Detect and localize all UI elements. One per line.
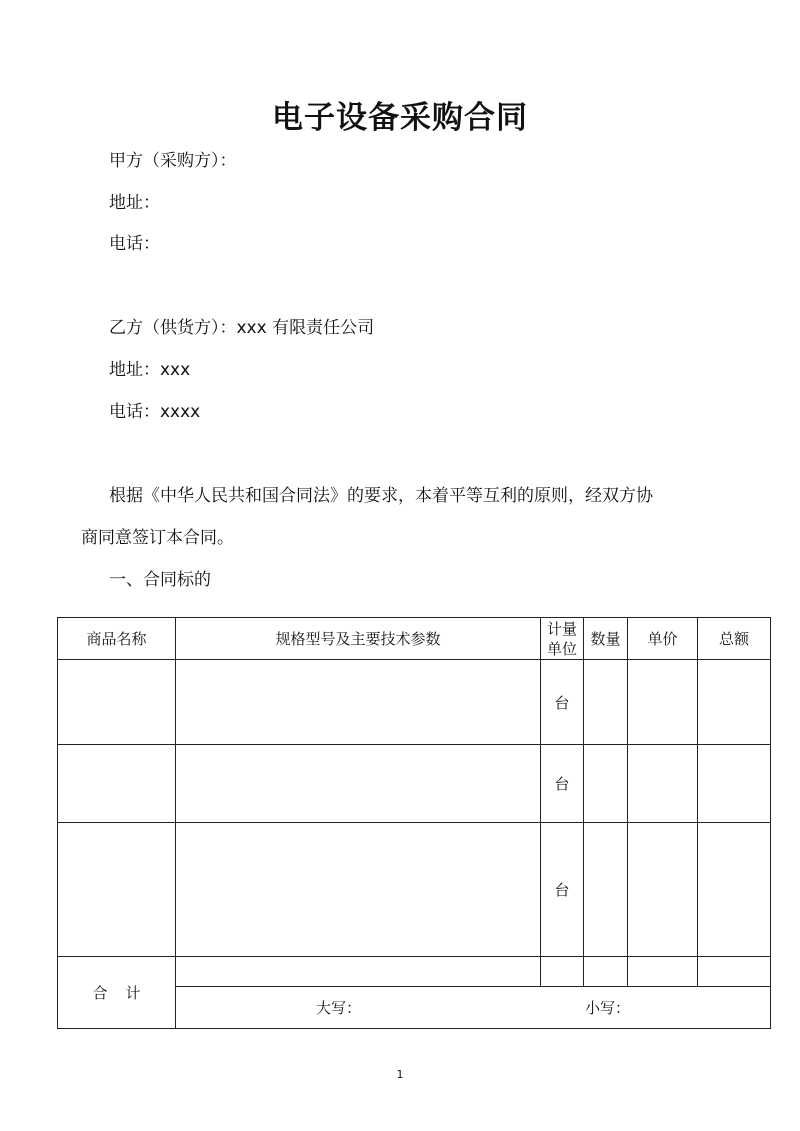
table-row: [58, 823, 771, 957]
cell-unit-price: [628, 823, 698, 957]
cell-product-name: [58, 745, 176, 823]
cell-unit: 台: [541, 660, 584, 745]
total-price-cell: [628, 957, 698, 987]
cell-spec: [176, 823, 541, 957]
cell-unit: 台: [541, 745, 584, 823]
cell-spec: [176, 745, 541, 823]
document-title: 电子设备采购合同: [272, 100, 528, 136]
cell-unit-price: [628, 660, 698, 745]
header-spec: 规格型号及主要技术参数: [176, 618, 541, 660]
party-b-label: 乙方（供货方）：xxx 有限责任公司: [109, 318, 375, 338]
table-row: [58, 660, 771, 745]
header-total-amount: 总额: [698, 618, 771, 660]
cell-spec: [176, 660, 541, 745]
header-product-name: 商品名称: [58, 618, 176, 660]
cell-unit: 台: [541, 823, 584, 957]
section-heading-contract-subject: 一、合同标的: [109, 570, 211, 590]
intro-paragraph-line-1: 根据《中华人民共和国合同法》的要求，本着平等互利的原则，经双方协: [109, 486, 653, 506]
total-amount-cell: [698, 957, 771, 987]
total-label-cell: [58, 957, 176, 1029]
party-a-label: 甲方（采购方）：: [109, 151, 237, 171]
header-quantity: 数量: [584, 618, 628, 660]
total-row: [58, 957, 771, 987]
cell-product-name: [58, 823, 176, 957]
capital-amount-label: 大写：: [316, 999, 362, 1017]
party-b-address: 地址：xxx: [109, 360, 191, 380]
total-label: 合计: [92, 984, 159, 1002]
total-spec-cell: [176, 957, 541, 987]
cell-total-amount: [698, 745, 771, 823]
party-b-phone: 电话：xxxx: [109, 402, 201, 422]
intro-paragraph-line-2: 商同意签订本合同。: [81, 528, 234, 548]
cell-product-name: [58, 660, 176, 745]
party-a-phone: 电话：: [109, 234, 160, 254]
cell-quantity: [584, 823, 628, 957]
cell-quantity: [584, 660, 628, 745]
amount-cell: [176, 987, 771, 1029]
contract-items-table: [57, 617, 771, 1029]
header-unit-price: 单价: [628, 618, 698, 660]
cell-quantity: [584, 745, 628, 823]
cell-total-amount: [698, 823, 771, 957]
total-quantity-cell: [584, 957, 628, 987]
party-a-address: 地址：: [109, 193, 160, 213]
total-unit-cell: [541, 957, 584, 987]
table-header-row: [58, 618, 771, 660]
numeric-amount-label: 小写：: [584, 999, 630, 1017]
cell-unit-price: [628, 745, 698, 823]
page-number: 1: [396, 1068, 404, 1081]
header-unit-label: 计量单位: [546, 619, 577, 658]
table-row: [58, 745, 771, 823]
cell-total-amount: [698, 660, 771, 745]
header-unit: [541, 618, 584, 660]
